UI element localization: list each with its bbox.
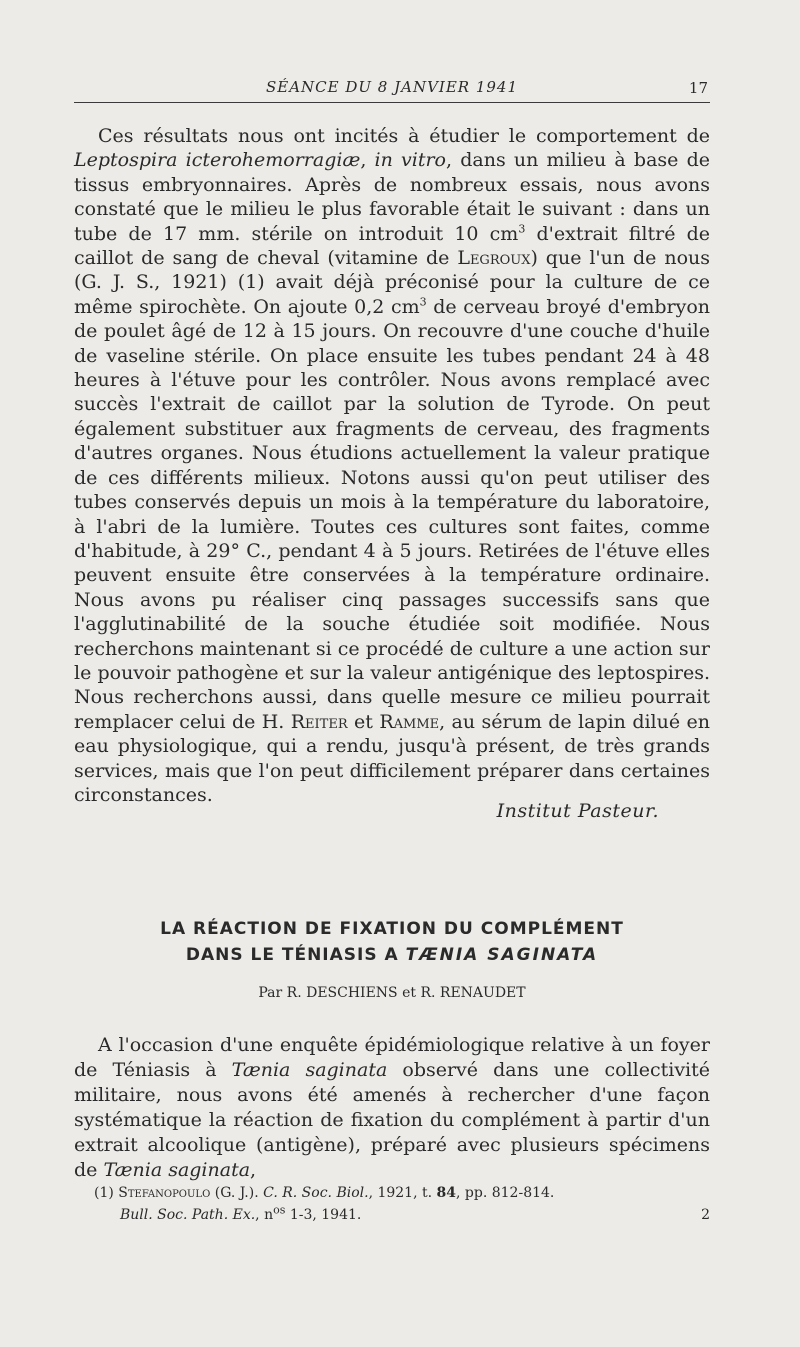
title-species: TÆNIA SAGINATA bbox=[405, 945, 599, 965]
author-name: Ramme bbox=[379, 710, 440, 733]
running-header bbox=[74, 78, 710, 103]
species-name: Leptospira icterohemorragiæ bbox=[74, 149, 361, 172]
paragraph-leptospira bbox=[74, 124, 710, 807]
page-number: 17 bbox=[688, 79, 708, 97]
text-run: , au sérum de lapin dilué en eau physiologique, qui a rendu, jusqu'à présent, de très grands services, mais que l'on peut difficilement préparer dans certaines circonstances. bbox=[74, 710, 710, 806]
author-name: Legroux bbox=[457, 247, 531, 270]
footnote-line-2 bbox=[94, 1204, 710, 1226]
text-run: ) que l'un de nous (G. J. S., 1921) (1) avait déjà préconisé pour la culture de ce même spirochète. On ajoute 0,2 cm bbox=[74, 247, 710, 318]
text-run: A l'occasion d'une enquête épidémiologique relative à un foyer de Téniasis à bbox=[74, 1034, 710, 1081]
article-authors: Par R. DESCHIENS et R. RENAUDET bbox=[258, 985, 526, 1001]
text-run: observé dans une collectivité militaire, nous avons été amenés à rechercher d'une façon systématique la réaction de fixation du complément à partir d'un extrait alcoolique (antigène), préparé avec plusieurs spécimens de bbox=[74, 1059, 711, 1181]
superscript: os bbox=[273, 1203, 286, 1217]
text-run: de cerveau broyé d'embryon de poulet âgé de 12 à 15 jours. On recouvre d'une couche d'huile de vaseline stérile. On place ensuite les tubes pendant 24 à 48 heures à l'étuve pour les contrôler. Nous avons remplacé avec succès l'extrait de caillot par la solution de Tyrode. On peut également substituer aux fragments de cerveau, des fragments d'autres organes. Nous étudions actuellement la valeur pratique de ces différents milieux. Notons aussi qu'on peut utiliser des tubes conservés depuis un mois à la température du laboratoire, à l'abri de la lumière. Toutes ces cultures sont faites, comme d'habitude, à 29° C., pendant 4 à 5 jours. Retirées de l'étuve elles peuvent ensuite être conservées à la température ordinaire. Nous avons pu réaliser cinq passages successifs sans que l'agglutinabilité de la souche étudiée soit modifiée. Nous recherchons maintenant si ce procédé de culture a une action sur le pouvoir pathogène et sur la valeur antigénique des leptospires. Nous recherchons aussi, dans quelle mesure ce milieu pourrait remplacer celui de H. bbox=[74, 295, 710, 733]
text-run: , pp. 812-814. bbox=[456, 1185, 555, 1201]
species-name: Tænia saginata bbox=[103, 1159, 251, 1181]
text-run: et bbox=[347, 710, 380, 733]
author-name: Stefanopoulo bbox=[118, 1185, 211, 1201]
text-run: , n bbox=[255, 1207, 274, 1223]
text-run: , dans un milieu à base de tissus embryonnaires. Après de nombreux essais, nous avons constaté que le milieu le plus favorable était le suivant : dans un tube de 17 mm. stérile on introduit 10 cm bbox=[74, 149, 710, 245]
volume-number: 84 bbox=[436, 1185, 457, 1201]
article-title bbox=[74, 916, 710, 968]
title-text: DANS LE TÉNIASIS A bbox=[185, 945, 406, 965]
header-title: SÉANCE DU 8 JANVIER 1941 bbox=[265, 78, 519, 96]
journal-name: Bull. Soc. Path. Ex. bbox=[120, 1207, 256, 1223]
text-run: (G. J.). bbox=[210, 1185, 264, 1201]
text-run: Ces résultats nous ont incités à étudier le comportement de bbox=[98, 125, 710, 147]
title-line-2 bbox=[74, 942, 710, 968]
latin-term: in vitro bbox=[374, 149, 447, 172]
article-intro bbox=[74, 1033, 710, 1183]
signature-mark: 2 bbox=[701, 1207, 710, 1223]
superscript: 3 bbox=[419, 295, 427, 309]
footnote bbox=[94, 1182, 710, 1226]
footnote-marker: (1) bbox=[94, 1185, 119, 1201]
text-run: , 1921, t. bbox=[368, 1185, 437, 1201]
author-name: Reiter bbox=[290, 710, 348, 733]
superscript: 3 bbox=[518, 222, 526, 236]
text-run: , bbox=[360, 149, 375, 172]
text-run: 1-3, 1941. bbox=[285, 1207, 362, 1223]
journal-name: C. R. Soc. Biol. bbox=[263, 1185, 369, 1201]
footnote-line-1 bbox=[94, 1182, 710, 1204]
text-run: d'extrait filtré de caillot de sang de cheval (vitamine de bbox=[74, 222, 710, 270]
text-run: , bbox=[250, 1159, 257, 1181]
signature: Institut Pasteur. bbox=[496, 800, 659, 822]
title-line-1: LA RÉACTION DE FIXATION DU COMPLÉMENT bbox=[160, 919, 624, 939]
species-name: Tænia saginata bbox=[231, 1059, 388, 1081]
